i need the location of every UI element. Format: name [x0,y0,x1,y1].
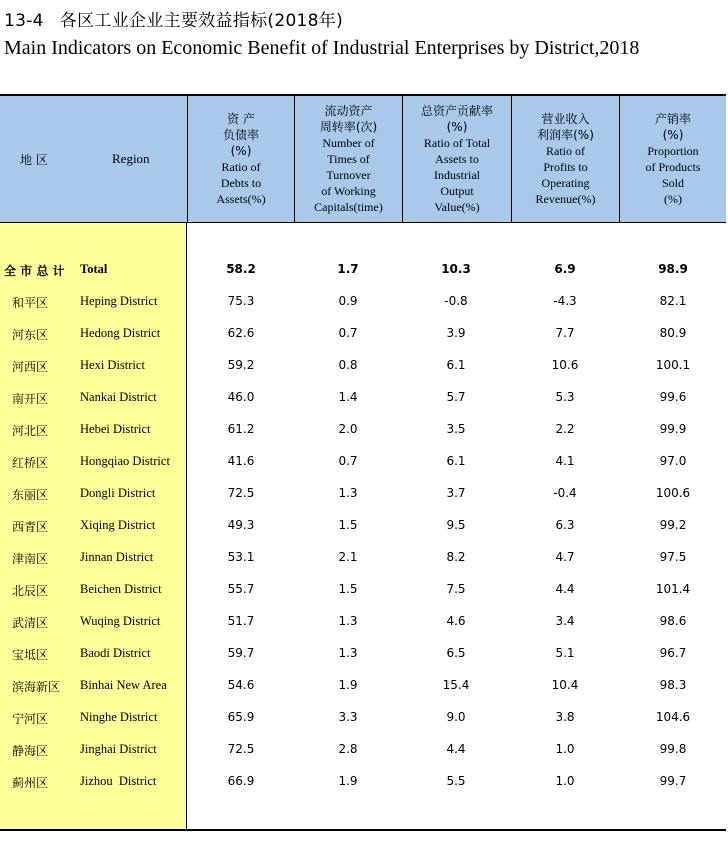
value-cell-col-4: -0.4 [553,486,577,500]
value-cell-col-3: 7.5 [446,582,466,596]
total-row [0,254,726,286]
district-name-en: Wuqing District [80,614,161,628]
district-name-cn: 北辰区 [12,584,49,598]
value-cell-col-5: 97.5 [659,550,687,564]
value-cell-col-3: 6.1 [446,454,466,468]
header-column-cn: 流动资产 周转率(次) [319,104,378,134]
value-cell-col-4: 2.2 [555,422,575,436]
value-cell-col-4: 5.3 [555,390,575,404]
value-cell-col-2: 1.3 [338,646,358,660]
header-column-cn: 资 产 负债率 (%) [222,112,259,158]
value-cell-col-5: 96.7 [659,646,687,660]
value-cell-col-5: 99.8 [659,742,687,756]
district-name-en: Jinghai District [80,742,157,756]
value-cell-col-5: 99.7 [659,774,687,788]
value-cell-col-2: 1.5 [338,518,358,532]
district-name-en: Beichen District [80,582,162,596]
value-cell-col-2: 1.9 [338,678,358,692]
value-cell-col-5: 97.0 [659,454,687,468]
district-name-en: Binhai New Area [80,678,167,692]
header-column-cn: 总资产贡献率 (%) [420,104,493,134]
value-cell-col-3: 3.9 [446,326,466,340]
value-cell-col-2: 1.7 [337,262,359,276]
value-cell-col-3: 4.6 [446,614,466,628]
value-cell-col-1: 51.7 [227,614,255,628]
header-district-cn: 地 区 [20,153,48,167]
value-cell-col-3: 9.5 [446,518,466,532]
table-row [0,382,726,414]
header-column-4 [511,96,619,222]
district-name-cn: 南开区 [12,392,49,406]
district-name-cn: 全 市 总 计 [4,264,65,278]
value-cell-col-1: 72.5 [227,486,255,500]
value-cell-col-5: 99.6 [659,390,687,404]
district-name-cn: 河东区 [12,328,49,342]
district-name-en: Dongli District [80,486,156,500]
value-cell-col-5: 99.9 [659,422,687,436]
district-name-cn: 宝坻区 [12,648,49,662]
district-name-en: Hexi District [80,358,145,372]
value-cell-col-1: 58.2 [226,262,256,276]
district-name-en: Baodi District [80,646,151,660]
value-cell-col-2: 0.7 [338,454,358,468]
value-cell-col-1: 75.3 [227,294,255,308]
table-row [0,446,726,478]
value-cell-col-2: 0.7 [338,326,358,340]
district-name-cn: 和平区 [12,296,49,310]
district-name-cn: 武清区 [12,616,49,630]
value-cell-col-5: 101.4 [655,582,691,596]
district-name-cn: 红桥区 [12,456,49,470]
table-row [0,606,726,638]
value-cell-col-4: -4.3 [553,294,577,308]
value-cell-col-3: 5.5 [446,774,466,788]
district-name-en: Heping District [80,294,158,308]
district-name-cn: 蓟州区 [12,776,49,790]
value-cell-col-2: 1.3 [338,614,358,628]
district-name-en: Xiqing District [80,518,156,532]
header-column-en: Number of Times of Turnover of Working Capitals(time) [314,136,383,214]
value-cell-col-5: 82.1 [659,294,687,308]
table-row [0,478,726,510]
district-name-cn: 静海区 [12,744,49,758]
value-cell-col-2: 0.8 [338,358,358,372]
district-name-cn: 河北区 [12,424,49,438]
value-cell-col-2: 1.5 [338,582,358,596]
value-cell-col-3: 15.4 [442,678,470,692]
district-name-en: Ninghe District [80,710,158,724]
table-row [0,542,726,574]
value-cell-col-1: 66.9 [227,774,255,788]
value-cell-col-4: 3.8 [555,710,575,724]
table-row [0,638,726,670]
district-name-en: Hebei District [80,422,151,436]
value-cell-col-4: 10.4 [551,678,579,692]
value-cell-col-1: 65.9 [227,710,255,724]
value-cell-col-3: 6.5 [446,646,466,660]
value-cell-col-2: 3.3 [338,710,358,724]
district-name-cn: 滨海新区 [12,680,61,694]
header-column-3 [402,96,511,222]
value-cell-col-4: 4.4 [555,582,575,596]
value-cell-col-3: 5.7 [446,390,466,404]
value-cell-col-1: 49.3 [227,518,255,532]
value-cell-col-4: 5.1 [555,646,575,660]
value-cell-col-1: 62.6 [227,326,255,340]
value-cell-col-1: 61.2 [227,422,255,436]
value-cell-col-5: 100.1 [655,358,691,372]
table-row [0,734,726,766]
value-cell-col-3: 8.2 [446,550,466,564]
table-number: 13-4 [4,11,44,31]
value-cell-col-4: 4.7 [555,550,575,564]
value-cell-col-2: 1.3 [338,486,358,500]
value-cell-col-1: 46.0 [227,390,255,404]
value-cell-col-4: 6.9 [554,262,576,276]
value-cell-col-4: 1.0 [555,774,575,788]
value-cell-col-2: 2.0 [338,422,358,436]
header-column-5 [619,96,726,222]
header-column-en: Ratio of Total Assets to Industrial Output Value(%) [423,136,491,214]
district-name-cn: 东丽区 [12,488,49,502]
value-cell-col-1: 53.1 [227,550,255,564]
table-row [0,510,726,542]
value-cell-col-2: 2.8 [338,742,358,756]
header-region-en: Region [112,151,150,166]
value-cell-col-1: 55.7 [227,582,255,596]
value-cell-col-2: 0.9 [338,294,358,308]
table-row [0,670,726,702]
district-name-en: Jinnan District [80,550,154,564]
value-cell-col-4: 4.1 [555,454,575,468]
table-title-cn [4,6,343,31]
value-cell-col-4: 1.0 [555,742,575,756]
table-header [0,96,726,223]
value-cell-col-1: 59.7 [227,646,255,660]
header-column-cn: 产销率 (%) [654,112,691,142]
district-name-cn: 津南区 [12,552,49,566]
value-cell-col-5: 98.3 [659,678,687,692]
value-cell-col-3: 4.4 [446,742,466,756]
value-cell-col-3: 3.5 [446,422,466,436]
table-row [0,766,726,798]
district-name-en: Jizhou District [80,774,157,788]
value-cell-col-1: 72.5 [227,742,255,756]
district-name-en: Total [80,262,108,276]
value-cell-col-4: 7.7 [555,326,575,340]
district-name-cn: 西青区 [12,520,49,534]
value-cell-col-5: 100.6 [655,486,691,500]
value-cell-col-1: 54.6 [227,678,255,692]
value-cell-col-1: 41.6 [227,454,255,468]
district-name-en: Hedong District [80,326,161,340]
table-title-en: Main Indicators on Economic Benefit of Industrial Enterprises by District,2018 [4,37,640,59]
table-row [0,702,726,734]
value-cell-col-3: 3.7 [446,486,466,500]
value-cell-col-1: 59.2 [227,358,255,372]
value-cell-col-4: 3.4 [555,614,575,628]
table-row [0,414,726,446]
table-row [0,286,726,318]
value-cell-col-5: 99.2 [659,518,687,532]
value-cell-col-2: 1.4 [338,390,358,404]
value-cell-col-3: 9.0 [446,710,466,724]
header-column-en: Ratio of Profits to Operating Revenue(%) [535,144,596,206]
header-column-cn: 营业收入 利润率(%) [537,112,594,142]
value-cell-col-4: 6.3 [555,518,575,532]
district-name-en: Hongqiao District [80,454,170,468]
header-column-en: Proportion of Products Sold (%) [645,144,701,206]
value-cell-col-3: 10.3 [441,262,471,276]
value-cell-col-2: 1.9 [338,774,358,788]
header-column-2 [294,96,402,222]
value-cell-col-5: 104.6 [655,710,691,724]
bottom-rule [0,829,726,831]
table-row [0,350,726,382]
table-row [0,318,726,350]
value-cell-col-5: 98.9 [658,262,688,276]
value-cell-col-3: 6.1 [446,358,466,372]
district-name-cn: 河西区 [12,360,49,374]
value-cell-col-3: -0.8 [444,294,468,308]
header-column-en: Ratio of Debts to Assets(%) [216,160,266,206]
district-name-cn: 宁河区 [12,712,49,726]
header-column-1 [187,96,294,222]
table-row [0,574,726,606]
value-cell-col-5: 98.6 [659,614,687,628]
table-title-cn-text: 各区工业企业主要效益指标(2018年) [59,11,344,31]
value-cell-col-2: 2.1 [338,550,358,564]
value-cell-col-4: 10.6 [551,358,579,372]
district-name-en: Nankai District [80,390,157,404]
value-cell-col-5: 80.9 [659,326,687,340]
